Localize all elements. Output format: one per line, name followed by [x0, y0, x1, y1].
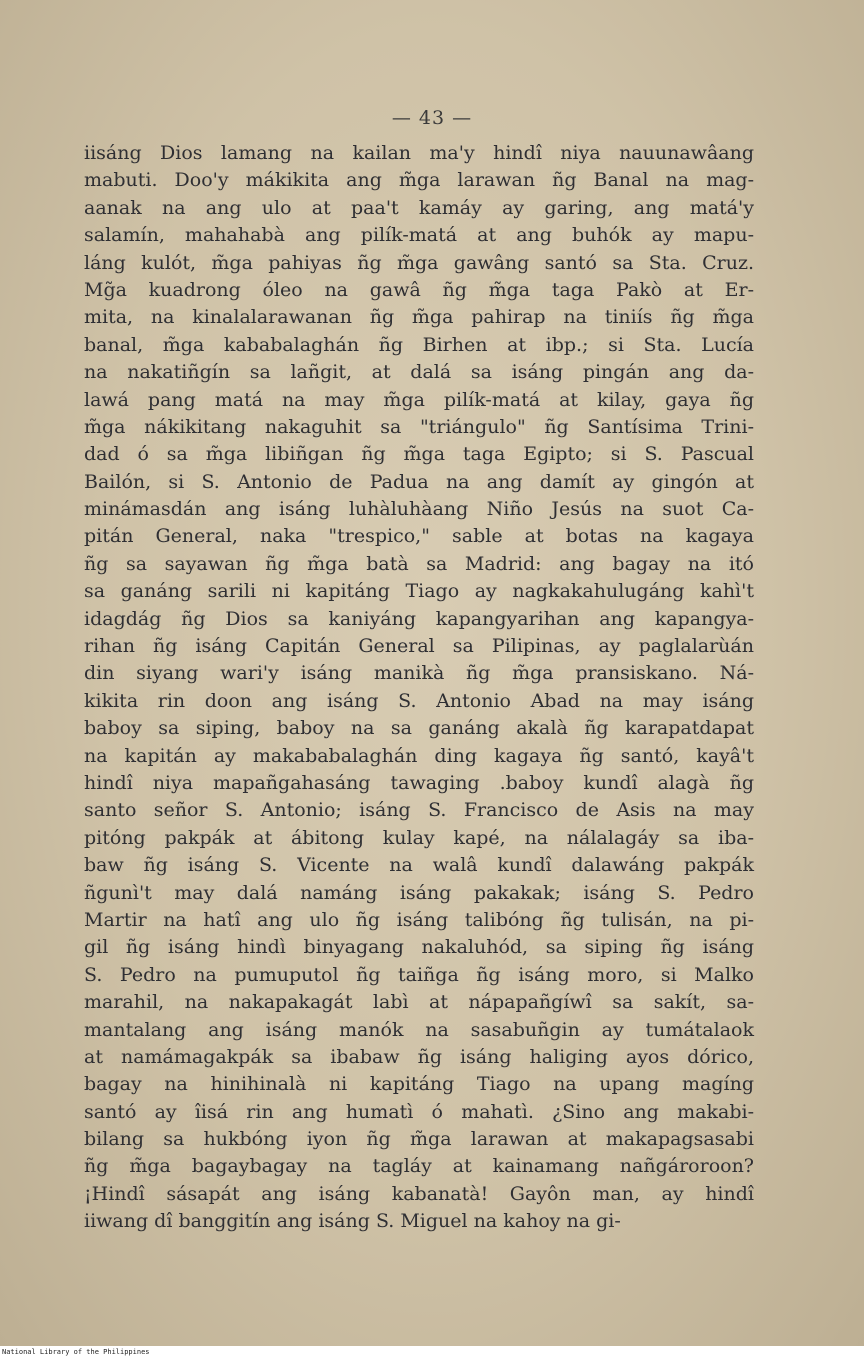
library-watermark: National Library of the Philippines — [0, 1346, 864, 1358]
text-line: bagay na hinihinalà ni kapitáng Tiago na upang magíng — [84, 1073, 754, 1096]
text-line: láng kulót, m̃ga pahiyas ñg m̃ga gawâng santó sa Sta. Cruz. — [84, 251, 754, 274]
text-line: mabuti. Doo'y mákikita ang m̃ga larawan ñg Banal na mag- — [84, 169, 754, 192]
text-line: m̃ga nákikitang nakaguhit sa "triángulo" ñg Santísima Trini- — [84, 415, 754, 438]
text-line: salamín, mahahabà ang pilík-matá at ang buhók ay mapu- — [84, 224, 754, 247]
text-line: din siyang wari'y isáng manikà ñg m̃ga pransiskano. Ná- — [84, 662, 754, 685]
text-line: gil ñg isáng hindì binyagang nakaluhód, sa siping ñg isáng — [84, 936, 754, 959]
text-line: aanak na ang ulo at paa't kamáy ay garing, ang matá'y — [84, 196, 754, 219]
text-line: sa ganáng sarili ni kapitáng Tiago ay nagkakahulugáng kahì't — [84, 580, 754, 603]
text-line: iiwang dî banggitín ang isáng S. Miguel na kahoy na gi- — [84, 1210, 621, 1233]
text-line: marahil, na nakapakagát labì at nápapañgíwî sa sakít, sa- — [84, 991, 754, 1014]
text-line: rihan ñg isáng Capitán General sa Pilipinas, ay paglalarùán — [84, 635, 754, 658]
page-body-text — [84, 140, 754, 1236]
text-line: minámasdán ang isáng luhàluhàang Niño Jesús na suot Ca- — [84, 498, 754, 521]
text-line: pitóng pakpák at ábitong kulay kapé, na nálalagáy sa iba- — [84, 826, 754, 849]
text-line: dad ó sa m̃ga libiñgan ñg m̃ga taga Egipto; si S. Pascual — [84, 443, 754, 466]
text-line: santó ay îisá rin ang humatì ó mahatì. ¿Sino ang makabi- — [84, 1100, 754, 1123]
text-line: na nakatiñgín sa lañgit, at dalá sa isáng pingán ang da- — [84, 361, 754, 384]
text-line: baw ñg isáng S. Vicente na walâ kundî dalawáng pakpák — [84, 854, 754, 877]
text-line: S. Pedro na pumuputol ñg taiñga ñg isáng moro, si Malko — [84, 963, 754, 986]
text-line: ñg sa sayawan ñg m̃ga batà sa Madrid: ang bagay na itó — [84, 552, 754, 575]
text-line: ñg m̃ga bagaybagay na tagláy at kainamang nañgároroon? — [84, 1155, 754, 1178]
text-line: pitán General, naka "trespico," sable at botas na kagaya — [84, 525, 754, 548]
text-line: iisáng Dios lamang na kailan ma'y hindî niya nauunawâang — [84, 142, 754, 164]
page-number: — 43 — — [391, 107, 473, 129]
text-line: ñgunì't may dalá namáng isáng pakakak; isáng S. Pedro — [84, 881, 754, 904]
text-line: Mg̃a kuadrong óleo na gawâ ñg m̃ga taga Pakò at Er- — [84, 278, 754, 301]
text-line: na kapitán ay makababalaghán ding kagaya ñg santó, kayâ't — [84, 744, 754, 767]
text-line: santo señor S. Antonio; isáng S. Francisco de Asis na may — [84, 799, 754, 822]
text-line: baboy sa siping, baboy na sa ganáng akalà ñg karapatdapat — [84, 717, 754, 740]
text-line: Bailón, si S. Antonio de Padua na ang damít ay gingón at — [84, 470, 754, 493]
text-line: mantalang ang isáng manók na sasabuñgin ay tumátalaok — [84, 1018, 754, 1041]
text-line: at namámagakpák sa ibabaw ñg isáng haliging ayos dórico, — [84, 1045, 754, 1068]
text-line: banal, m̃ga kababalaghán ñg Birhen at ibp.; si Sta. Lucía — [84, 333, 754, 356]
text-line: lawá pang matá na may m̃ga pilík-matá at kilay, gaya ñg — [84, 388, 754, 411]
text-line: idagdág ñg Dios sa kaniyáng kapangyarihan ang kapangya- — [84, 607, 754, 630]
text-line: ¡Hindî sásapát ang isáng kabanatà! Gayôn man, ay hindî — [84, 1182, 754, 1205]
text-line: hindî niya mapañgahasáng tawaging .baboy kundî alagà ñg — [84, 771, 754, 794]
text-line: bilang sa hukbóng iyon ñg m̃ga larawan at makapagsasabi — [84, 1128, 754, 1151]
text-line: Martir na hatî ang ulo ñg isáng talibóng ñg tulisán, na pi- — [84, 908, 754, 931]
text-line: mita, na kinalalarawanan ñg m̃ga pahirap na tiniís ñg m̃ga — [84, 306, 754, 329]
text-line: kikita rin doon ang isáng S. Antonio Abad na may isáng — [84, 689, 754, 712]
